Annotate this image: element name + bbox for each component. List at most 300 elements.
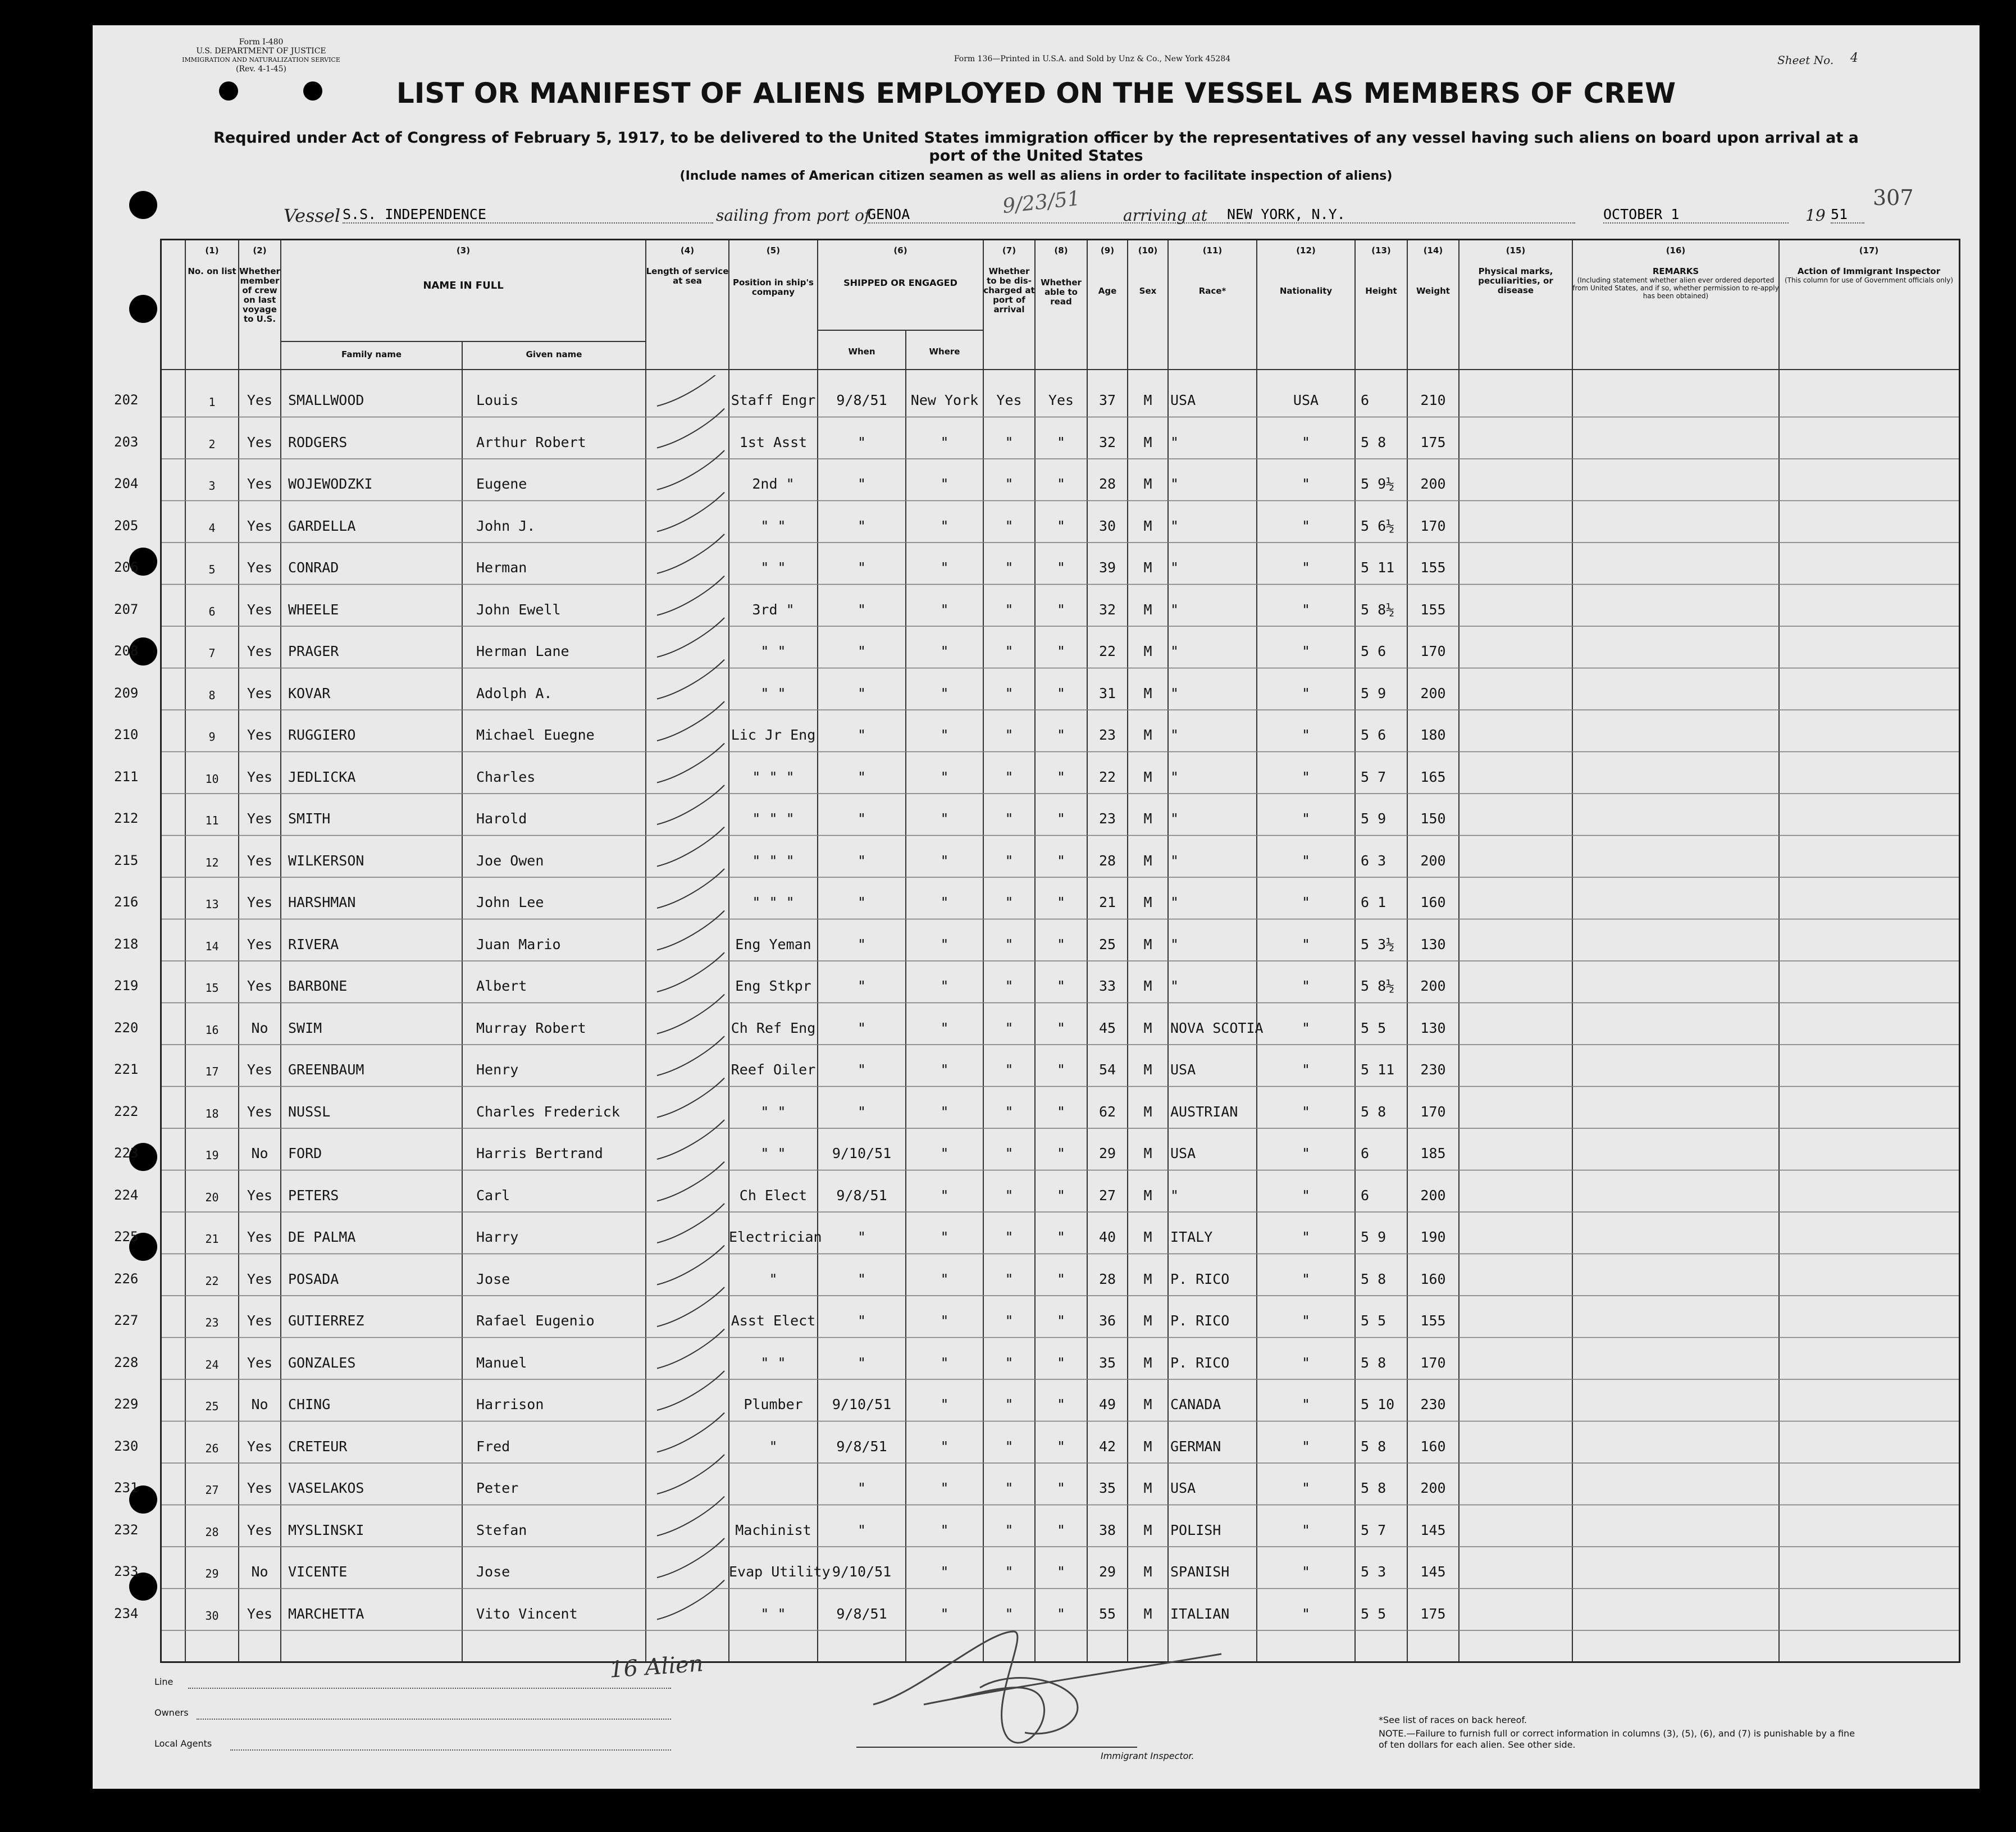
age: 38	[1098, 1521, 1116, 1538]
nationality: "	[1301, 1396, 1311, 1412]
age: 31	[1098, 685, 1116, 701]
position: Plumber	[744, 1396, 803, 1412]
nationality: "	[1301, 727, 1311, 743]
col-number: (6)	[893, 245, 907, 256]
col-label: Height	[1365, 286, 1397, 296]
given-name: Harrison	[476, 1396, 544, 1412]
given-name: John J.	[476, 517, 536, 534]
shipped-where: "	[940, 1145, 949, 1161]
weight: 175	[1420, 434, 1446, 450]
given-name: Murray Robert	[476, 1019, 586, 1036]
shipped-when: "	[857, 643, 866, 659]
shipped-where: "	[940, 1019, 949, 1036]
given-name: Vito Vincent	[476, 1605, 578, 1622]
sex: M	[1143, 1270, 1152, 1287]
margin-number: 215	[114, 852, 139, 868]
row-number: 16	[205, 1023, 219, 1037]
age: 45	[1098, 1019, 1116, 1036]
race: "	[1170, 727, 1179, 743]
position: " "	[760, 517, 786, 534]
given-name: Eugene	[476, 476, 527, 492]
service-tick	[657, 869, 724, 908]
height: 5 8	[1361, 434, 1386, 450]
sex: M	[1143, 810, 1152, 827]
handwritten-alien-count: 16 Alien	[608, 1651, 704, 1683]
discharged: "	[1005, 1438, 1014, 1455]
year-prefix: 19	[1805, 206, 1826, 225]
shipped-when: "	[857, 1103, 866, 1120]
shipped-where: "	[940, 727, 949, 743]
last-voyage: No	[251, 1564, 268, 1580]
weight: 170	[1420, 1103, 1446, 1120]
nationality: "	[1301, 1061, 1311, 1078]
margin-number: 223	[114, 1145, 139, 1161]
col-header-height	[1355, 246, 1407, 296]
family-name: POSADA	[288, 1270, 339, 1287]
last-voyage: Yes	[247, 768, 273, 785]
col-number: (2)	[253, 245, 267, 256]
age: 28	[1098, 852, 1116, 869]
weight: 150	[1420, 810, 1446, 827]
nationality: "	[1301, 1480, 1311, 1496]
shipped-where: "	[940, 894, 949, 910]
race: USA	[1170, 1480, 1196, 1496]
col-header-name	[281, 246, 646, 290]
nationality: "	[1301, 1145, 1311, 1161]
last-voyage: No	[251, 1145, 268, 1161]
height: 5 6	[1361, 643, 1386, 659]
form-id-block	[160, 38, 362, 74]
col-label: NAME IN FULL	[423, 280, 504, 291]
sex: M	[1143, 1354, 1152, 1371]
race: ITALIAN	[1170, 1605, 1230, 1622]
shipped-when: "	[857, 685, 866, 701]
row-number: 7	[208, 646, 216, 660]
able-to-read: "	[1056, 1061, 1066, 1078]
col-header-weight	[1407, 246, 1459, 296]
able-to-read: "	[1056, 936, 1066, 953]
weight: 145	[1420, 1521, 1446, 1538]
given-name: Henry	[476, 1061, 519, 1078]
age: 35	[1098, 1354, 1116, 1371]
discharged: "	[1005, 1313, 1014, 1329]
able-to-read: "	[1056, 768, 1066, 785]
service-tick	[657, 1497, 724, 1536]
family-name: RIVERA	[288, 936, 339, 953]
shipped-when: "	[857, 476, 866, 492]
col-number: (7)	[1002, 245, 1016, 256]
shipped-where: "	[940, 852, 949, 869]
shipped-when: "	[857, 1521, 866, 1538]
shipped-where: "	[940, 643, 949, 659]
nationality: "	[1301, 1019, 1311, 1036]
shipped-where: "	[940, 1313, 949, 1329]
margin-number: 222	[114, 1103, 139, 1119]
col-label: Age	[1098, 286, 1117, 296]
row-number: 29	[205, 1567, 219, 1580]
shipped-when: 9/8/51	[836, 1187, 887, 1204]
last-voyage: Yes	[247, 894, 273, 910]
last-voyage: Yes	[247, 476, 273, 492]
col-label: SHIPPED OR ENGAGED	[843, 277, 957, 288]
age: 62	[1098, 1103, 1116, 1120]
table-row	[114, 1379, 1959, 1421]
weight: 160	[1420, 1270, 1446, 1287]
shipped-when: "	[857, 1061, 866, 1078]
service-tick	[657, 1329, 724, 1369]
given-name: Carl	[476, 1187, 510, 1204]
discharged: "	[1005, 1480, 1014, 1496]
height: 6 1	[1361, 894, 1386, 910]
margin-number: 225	[114, 1229, 139, 1245]
given-name: Stefan	[476, 1521, 527, 1538]
last-voyage: Yes	[247, 685, 273, 701]
printer-line: Form 136—Printed in U.S.A. and Sold by Unz & Co., New York 45284	[954, 54, 1231, 63]
table-row	[114, 543, 1959, 585]
col-label: Position in ship's company	[733, 277, 814, 297]
last-voyage: Yes	[247, 1187, 273, 1204]
sex: M	[1143, 1019, 1152, 1036]
family-name: SMITH	[288, 810, 331, 827]
given-name: John Ewell	[476, 601, 561, 618]
margin-number: 207	[114, 601, 139, 617]
race: P. RICO	[1170, 1313, 1230, 1329]
position: Staff Engr	[731, 392, 816, 408]
given-name: Jose	[476, 1270, 510, 1287]
service-tick	[657, 1036, 724, 1075]
discharged: "	[1005, 1564, 1014, 1580]
service-tick	[657, 953, 724, 992]
position: Eng Stkpr	[735, 978, 811, 994]
shipped-when: 9/8/51	[836, 1438, 887, 1455]
sex: M	[1143, 601, 1152, 618]
col-header-sex	[1128, 246, 1168, 296]
age: 55	[1098, 1605, 1116, 1622]
margin-number: 232	[114, 1521, 139, 1538]
margin-number: 221	[114, 1061, 139, 1077]
punch-hole	[129, 191, 157, 219]
table-row	[114, 1212, 1959, 1254]
position: Ch Elect	[739, 1187, 808, 1204]
family-name: GUTIERREZ	[288, 1313, 364, 1329]
race: P. RICO	[1170, 1270, 1230, 1287]
sex: M	[1143, 727, 1152, 743]
race: GERMAN	[1170, 1438, 1221, 1455]
position: " "	[760, 1354, 786, 1371]
sex: M	[1143, 1313, 1152, 1329]
col-label: No. on list	[188, 266, 236, 276]
family-name: CRETEUR	[288, 1438, 348, 1455]
vessel-label: Vessel	[284, 205, 341, 226]
shipped-when: 9/8/51	[836, 392, 887, 408]
age: 30	[1098, 517, 1116, 534]
row-number: 13	[205, 897, 219, 911]
shipped-where: "	[940, 1229, 949, 1245]
age: 23	[1098, 727, 1116, 743]
table-row	[114, 1254, 1959, 1296]
last-voyage: Yes	[247, 643, 273, 659]
last-voyage: Yes	[247, 1605, 273, 1622]
age: 32	[1098, 601, 1116, 618]
last-voyage: No	[251, 1019, 268, 1036]
sex: M	[1143, 476, 1152, 492]
margin-number: 202	[114, 392, 139, 408]
race: ITALY	[1170, 1229, 1213, 1245]
margin-number: 216	[114, 894, 139, 910]
shipped-where: "	[940, 1103, 949, 1120]
last-voyage: Yes	[247, 852, 273, 869]
position: "	[769, 1438, 778, 1455]
col-header-length-of-service	[646, 246, 729, 286]
col-header-no	[185, 246, 239, 276]
family-name: SMALLWOOD	[288, 392, 364, 408]
weight: 200	[1420, 476, 1446, 492]
able-to-read: "	[1056, 852, 1066, 869]
weight: 200	[1420, 978, 1446, 994]
nationality: "	[1301, 1564, 1311, 1580]
table-row	[114, 1170, 1959, 1213]
row-number: 25	[205, 1400, 219, 1413]
height: 5 7	[1361, 768, 1386, 785]
service-tick	[657, 827, 724, 867]
sex: M	[1143, 517, 1152, 534]
height: 5 8	[1361, 1103, 1386, 1120]
weight: 160	[1420, 894, 1446, 910]
row-number: 28	[205, 1525, 219, 1539]
race: "	[1170, 434, 1179, 450]
table-row	[114, 585, 1959, 627]
nationality: "	[1301, 685, 1311, 701]
row-number: 17	[205, 1065, 219, 1078]
shipped-where: "	[940, 1521, 949, 1538]
age: 25	[1098, 936, 1116, 953]
col-header-shipped	[818, 246, 983, 288]
family-name: WHEELE	[288, 601, 339, 618]
local-agents-label: Local Agents	[154, 1738, 212, 1749]
col-number: (9)	[1100, 245, 1115, 256]
nationality: "	[1301, 1605, 1311, 1622]
shipped-where: "	[940, 936, 949, 953]
col-header-nationality	[1257, 246, 1355, 296]
discharged: "	[1005, 1061, 1014, 1078]
able-to-read: "	[1056, 685, 1066, 701]
row-number: 12	[205, 855, 219, 869]
race: "	[1170, 936, 1179, 953]
table-row	[114, 836, 1959, 878]
height: 5 7	[1361, 1521, 1386, 1538]
nationality: "	[1301, 978, 1311, 994]
row-number: 19	[205, 1149, 219, 1162]
weight: 155	[1420, 601, 1446, 618]
able-to-read: "	[1056, 1229, 1066, 1245]
last-voyage: Yes	[247, 434, 273, 450]
legal-note: NOTE.—Failure to furnish full or correct information in columns (3), (5), (6), and (7) is punishable by a fine of ten dollars for each alien. See other side.	[1379, 1728, 1855, 1750]
position: " "	[760, 559, 786, 576]
sex: M	[1143, 852, 1152, 869]
col-header-inspector-action	[1779, 246, 1959, 284]
margin-number: 210	[114, 727, 139, 742]
shipped-when: 9/8/51	[836, 1605, 887, 1622]
height: 5 5	[1361, 1019, 1386, 1036]
given-name: Charles Frederick	[476, 1103, 620, 1120]
service-tick	[657, 1455, 724, 1494]
position: Eng Yeman	[735, 936, 811, 953]
stamp-number: 307	[1873, 185, 1914, 210]
weight: 180	[1420, 727, 1446, 743]
col-header-discharged	[983, 246, 1035, 315]
margin-number: 204	[114, 476, 139, 491]
sex: M	[1143, 434, 1152, 450]
nationality: "	[1301, 1187, 1311, 1204]
service-tick	[657, 785, 724, 824]
position: " " "	[752, 768, 795, 785]
row-number: 27	[205, 1483, 219, 1497]
given-name: Charles	[476, 768, 536, 785]
nationality: "	[1301, 936, 1311, 953]
nationality: "	[1301, 894, 1311, 910]
service-tick	[657, 618, 724, 657]
owners-underline	[197, 1719, 671, 1720]
shipped-when: "	[857, 894, 866, 910]
discharged: "	[1005, 1270, 1014, 1287]
family-name: MYSLINSKI	[288, 1521, 364, 1538]
shipped-when: "	[857, 1354, 866, 1371]
able-to-read: "	[1056, 1605, 1066, 1622]
last-voyage: Yes	[247, 601, 273, 618]
vessel-value: S.S. INDEPENDENCE	[343, 206, 713, 224]
col-number: (4)	[680, 245, 695, 256]
discharged: "	[1005, 1354, 1014, 1371]
height: 5 11	[1361, 559, 1395, 576]
col-label: Whether member of crew on last voyage to U.S.	[239, 266, 280, 324]
sex: M	[1143, 1605, 1152, 1622]
last-voyage: Yes	[247, 1103, 273, 1120]
age: 35	[1098, 1480, 1116, 1496]
line-underline	[188, 1688, 671, 1689]
given-name: John Lee	[476, 894, 544, 910]
position: Electrician	[729, 1229, 822, 1245]
able-to-read: "	[1056, 978, 1066, 994]
weight: 200	[1420, 685, 1446, 701]
age: 28	[1098, 1270, 1116, 1287]
margin-number: 206	[114, 559, 139, 575]
weight: 130	[1420, 936, 1446, 953]
shipped-when: "	[857, 768, 866, 785]
service-tick	[657, 1246, 724, 1285]
table-row	[114, 1547, 1959, 1589]
sex: M	[1143, 1521, 1152, 1538]
shipped-where: "	[940, 978, 949, 994]
discharged: Yes	[996, 392, 1022, 408]
position: 3rd "	[752, 601, 795, 618]
nationality: "	[1301, 1313, 1311, 1329]
family-name: HARSHMAN	[288, 894, 356, 910]
row-number: 6	[208, 604, 216, 618]
service-tick	[657, 1371, 724, 1410]
arriving-label: arriving at	[1123, 206, 1207, 225]
weight: 190	[1420, 1229, 1446, 1245]
nationality: USA	[1293, 392, 1319, 408]
margin-number: 219	[114, 978, 139, 994]
sex: M	[1143, 643, 1152, 659]
last-voyage: No	[251, 1396, 268, 1412]
col-label: Weight	[1416, 286, 1450, 296]
position: Ch Ref Eng	[731, 1019, 816, 1036]
shipped-when: "	[857, 727, 866, 743]
service-tick	[657, 1078, 724, 1118]
shipped-where: "	[940, 559, 949, 576]
row-number: 9	[208, 730, 216, 744]
margin-number: 233	[114, 1564, 139, 1579]
table-row	[114, 626, 1959, 668]
family-name: DE PALMA	[288, 1229, 356, 1245]
height: 6 3	[1361, 852, 1386, 869]
race: "	[1170, 1187, 1179, 1204]
nationality: "	[1301, 476, 1311, 492]
last-voyage: Yes	[247, 559, 273, 576]
shipped-when: "	[857, 1019, 866, 1036]
height: 5 9	[1361, 1229, 1386, 1245]
col-header-family-name: Family name	[341, 349, 402, 359]
age: 29	[1098, 1564, 1116, 1580]
margin-number: 224	[114, 1187, 139, 1203]
position: "	[769, 1270, 778, 1287]
service-tick	[657, 1538, 724, 1578]
able-to-read: Yes	[1048, 392, 1074, 408]
inspector-signature	[840, 1609, 1233, 1755]
service-tick	[657, 576, 724, 616]
agents-underline	[230, 1749, 671, 1751]
col-header-last-voyage	[239, 246, 281, 324]
race: "	[1170, 852, 1179, 869]
table-row	[114, 794, 1959, 836]
nationality: "	[1301, 1103, 1311, 1120]
margin-number: 220	[114, 1019, 139, 1036]
col-header-age	[1087, 246, 1128, 296]
height: 5 9½	[1361, 476, 1395, 492]
family-name: JEDLICKA	[288, 768, 356, 785]
race: "	[1170, 768, 1179, 785]
shipped-where: "	[940, 517, 949, 534]
last-voyage: Yes	[247, 1229, 273, 1245]
col-label: Whether able to read	[1041, 277, 1082, 307]
race: SPANISH	[1170, 1564, 1230, 1580]
height: 5 9	[1361, 810, 1386, 827]
position: " "	[760, 1605, 786, 1622]
position: " "	[760, 1145, 786, 1161]
service-tick	[657, 1580, 724, 1620]
able-to-read: "	[1056, 1564, 1066, 1580]
race: USA	[1170, 1145, 1196, 1161]
service-tick	[657, 1287, 724, 1327]
sex: M	[1143, 1145, 1152, 1161]
discharged: "	[1005, 559, 1014, 576]
last-voyage: Yes	[247, 1480, 273, 1496]
given-name: Joe Owen	[476, 852, 544, 869]
age: 28	[1098, 476, 1116, 492]
discharged: "	[1005, 476, 1014, 492]
position: Lic Jr Eng	[731, 727, 816, 743]
table-row	[114, 877, 1959, 919]
service-tick	[657, 995, 724, 1034]
margin-number: 226	[114, 1270, 139, 1287]
nationality: "	[1301, 1270, 1311, 1287]
last-voyage: Yes	[247, 1061, 273, 1078]
shipped-when: "	[857, 810, 866, 827]
position: " "	[760, 643, 786, 659]
sex: M	[1143, 1103, 1152, 1120]
able-to-read: "	[1056, 1438, 1066, 1455]
